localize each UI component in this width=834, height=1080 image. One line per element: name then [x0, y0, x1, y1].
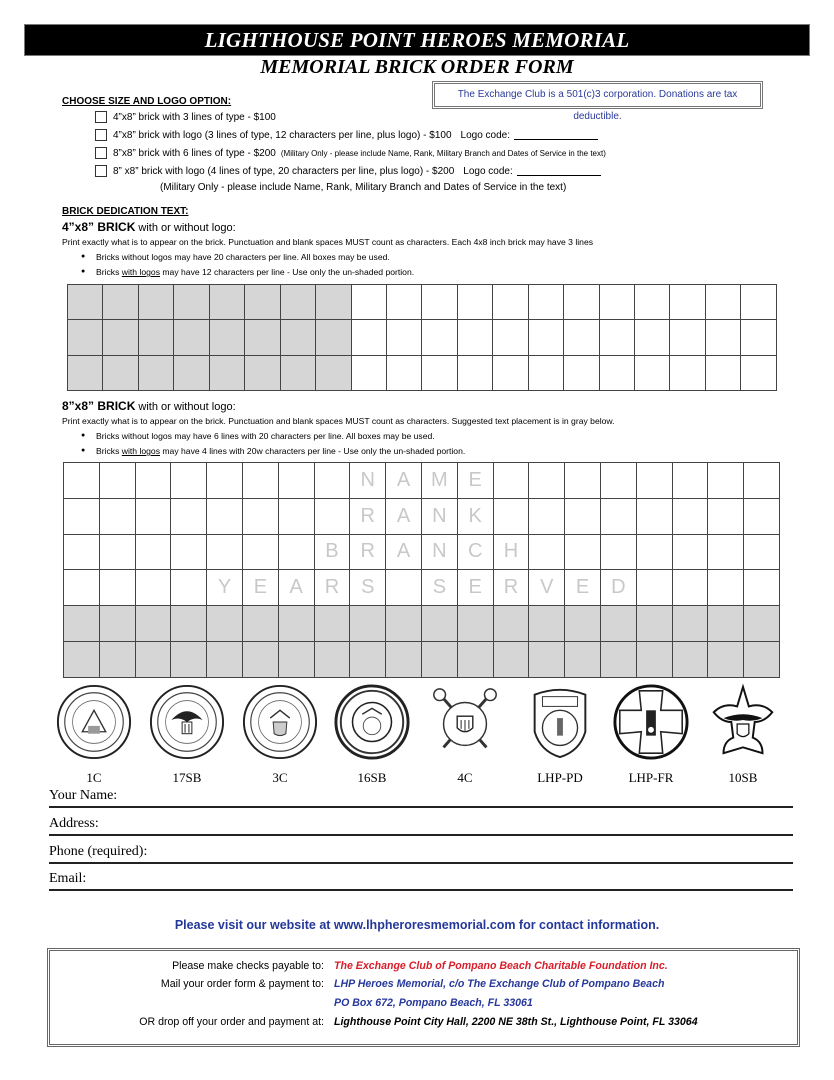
placeholder-character-box[interactable]: V	[529, 570, 565, 606]
character-box[interactable]	[599, 285, 634, 320]
character-box[interactable]	[672, 463, 708, 499]
character-box[interactable]	[422, 320, 457, 355]
character-box[interactable]	[209, 320, 244, 355]
character-box[interactable]	[528, 285, 563, 320]
character-box[interactable]	[207, 606, 243, 642]
logo-code-field-8x8[interactable]	[517, 166, 601, 176]
grid-row	[64, 463, 780, 499]
email-label: Email:	[49, 871, 87, 886]
character-box[interactable]	[600, 641, 636, 677]
character-box[interactable]	[278, 463, 314, 499]
character-box[interactable]	[245, 355, 280, 390]
character-box[interactable]	[708, 534, 744, 570]
character-box[interactable]	[708, 570, 744, 606]
character-box[interactable]	[138, 285, 173, 320]
name-input[interactable]	[121, 786, 793, 806]
character-box[interactable]	[68, 320, 103, 355]
character-box[interactable]	[457, 320, 492, 355]
character-box[interactable]	[138, 355, 173, 390]
name-field-row	[49, 786, 793, 808]
bullet-text: Bricks	[96, 446, 122, 456]
character-box[interactable]	[64, 534, 100, 570]
character-box[interactable]	[636, 606, 672, 642]
military-only-note: (Military Only - please include Name, Rank, Military Branch and Dates of Service in the text)	[160, 182, 567, 193]
placeholder-character-box[interactable]: S	[421, 570, 457, 606]
character-box[interactable]	[207, 534, 243, 570]
character-box[interactable]	[314, 606, 350, 642]
placeholder-character-box[interactable]: B	[314, 534, 350, 570]
character-box[interactable]	[708, 641, 744, 677]
character-box[interactable]	[565, 498, 601, 534]
character-box[interactable]	[670, 355, 705, 390]
military-only-note: (Military Only - please include Name, Rank, Military Branch and Dates of Service in the text)	[280, 148, 606, 158]
character-box[interactable]	[103, 285, 138, 320]
character-box[interactable]	[171, 606, 207, 642]
brick-4x8-text-grid	[67, 284, 777, 391]
character-box[interactable]	[635, 285, 670, 320]
brick-4x8-bullet-2	[96, 267, 414, 277]
air-force-seal-icon	[241, 683, 319, 761]
brick-8x8-title-suffix: with or without logo:	[135, 401, 236, 413]
character-box[interactable]	[103, 320, 138, 355]
fire-rescue-badge-icon	[612, 683, 690, 761]
character-box[interactable]	[635, 355, 670, 390]
character-box[interactable]	[174, 320, 209, 355]
character-box[interactable]	[386, 606, 422, 642]
placeholder-character-box[interactable]: R	[350, 534, 386, 570]
character-box[interactable]	[565, 606, 601, 642]
character-box[interactable]	[600, 498, 636, 534]
character-box[interactable]	[600, 463, 636, 499]
option-label: 4”x8” brick with 3 lines of type - $100	[113, 111, 276, 123]
character-box[interactable]	[242, 606, 278, 642]
grid-row	[68, 355, 777, 390]
mail-label: Mail your order form & payment to:	[160, 978, 324, 990]
option-4x8-logo	[95, 128, 598, 142]
logo-code-label: Logo code:	[460, 129, 511, 141]
character-box[interactable]	[564, 320, 599, 355]
character-box[interactable]	[135, 498, 171, 534]
character-box[interactable]	[209, 285, 244, 320]
option-label: 4”x8” brick with logo (3 lines of type, 12 characters per line, plus logo) - $100	[113, 129, 452, 141]
character-box[interactable]	[600, 534, 636, 570]
address-label: Address:	[49, 816, 99, 831]
character-box[interactable]	[636, 498, 672, 534]
character-box[interactable]	[565, 534, 601, 570]
brick-8x8-bullet-1: ● Bricks without logos may have 6 lines with 20 characters per line. All boxes may be used.	[96, 431, 435, 441]
character-box[interactable]	[351, 355, 386, 390]
placeholder-character-box[interactable]: E	[242, 570, 278, 606]
option-4x8-plain	[95, 110, 276, 124]
character-box[interactable]	[314, 498, 350, 534]
character-box[interactable]	[135, 463, 171, 499]
character-box[interactable]	[672, 498, 708, 534]
character-box[interactable]	[744, 606, 780, 642]
grid-row	[64, 606, 780, 642]
brick-8x8-heading	[62, 399, 236, 413]
character-box[interactable]	[135, 534, 171, 570]
brick-4x8-heading	[62, 220, 236, 234]
character-box[interactable]	[242, 498, 278, 534]
character-box[interactable]	[280, 285, 315, 320]
tax-deductible-note: The Exchange Club is a 501(c)3 corporation. Donations are tax deductible.	[432, 81, 763, 109]
option-label: 8”x8” brick with 6 lines of type - $200	[113, 147, 276, 159]
name-label: Your Name:	[49, 788, 118, 803]
character-box[interactable]	[600, 606, 636, 642]
character-box[interactable]	[636, 534, 672, 570]
character-box[interactable]	[421, 641, 457, 677]
character-box[interactable]	[278, 641, 314, 677]
placeholder-character-box[interactable]: M	[421, 463, 457, 499]
address-input[interactable]	[103, 814, 793, 834]
navy-seal-icon	[148, 683, 226, 761]
character-box[interactable]	[421, 606, 457, 642]
character-box[interactable]	[744, 498, 780, 534]
character-box[interactable]	[565, 641, 601, 677]
phone-input[interactable]	[151, 842, 793, 862]
email-input[interactable]	[90, 869, 793, 889]
character-box[interactable]	[138, 320, 173, 355]
police-badge-icon	[521, 683, 599, 761]
logo-code-label: 4C	[457, 770, 473, 785]
character-box[interactable]	[672, 570, 708, 606]
character-box[interactable]	[242, 534, 278, 570]
email-field-row	[49, 869, 793, 891]
character-box[interactable]	[529, 498, 565, 534]
character-box[interactable]	[278, 498, 314, 534]
brick-8x8-bullet-2	[96, 446, 465, 456]
character-box[interactable]	[386, 285, 421, 320]
placeholder-character-box[interactable]: R	[350, 498, 386, 534]
placeholder-character-box[interactable]: E	[565, 570, 601, 606]
character-box[interactable]	[528, 320, 563, 355]
character-box[interactable]	[564, 355, 599, 390]
placeholder-character-box[interactable]: R	[493, 570, 529, 606]
coast-guard-seal-icon	[426, 683, 504, 761]
character-box[interactable]	[351, 285, 386, 320]
mail-address-line-2: PO Box 672, Pompano Beach, FL 33061	[334, 997, 533, 1009]
character-box[interactable]	[99, 606, 135, 642]
brick-8x8-title: 8”x8” BRICK	[62, 399, 136, 413]
character-box[interactable]	[135, 570, 171, 606]
dropoff-value: Lighthouse Point City Hall, 2200 NE 38th St., Lighthouse Point, FL 33064	[334, 1016, 698, 1028]
character-box[interactable]	[135, 641, 171, 677]
character-box[interactable]	[741, 355, 776, 390]
placeholder-character-box[interactable]: E	[457, 463, 493, 499]
brick-8x8-text-grid	[63, 462, 780, 678]
character-box[interactable]	[386, 355, 421, 390]
placeholder-character-box[interactable]: A	[278, 570, 314, 606]
character-box[interactable]	[171, 498, 207, 534]
character-box[interactable]	[278, 534, 314, 570]
checkbox-8x8-plain[interactable]	[95, 147, 107, 159]
placeholder-character-box[interactable]: R	[314, 570, 350, 606]
logo-code-label: 1C	[86, 770, 102, 785]
placeholder-character-box[interactable]: N	[350, 463, 386, 499]
character-box[interactable]	[64, 606, 100, 642]
character-box[interactable]	[99, 641, 135, 677]
logo-code-label: Logo code:	[463, 165, 513, 177]
character-box[interactable]	[493, 355, 528, 390]
character-box[interactable]	[64, 463, 100, 499]
grid-row	[64, 641, 780, 677]
bullet-text-underlined: with logos	[121, 446, 160, 456]
character-box[interactable]	[670, 285, 705, 320]
grid-row	[68, 285, 777, 320]
placeholder-character-box[interactable]: Y	[207, 570, 243, 606]
bullet-text: may have 12 characters per line - Use only the un-shaded portion.	[160, 267, 415, 277]
character-box[interactable]	[457, 606, 493, 642]
dropoff-label: OR drop off your order and payment at:	[139, 1016, 324, 1028]
character-box[interactable]	[171, 463, 207, 499]
character-box[interactable]	[242, 641, 278, 677]
character-box[interactable]	[744, 641, 780, 677]
placeholder-character-box[interactable]: S	[350, 570, 386, 606]
address-field-row	[49, 814, 793, 836]
logo-code-label: 17SB	[172, 770, 202, 785]
character-box[interactable]	[386, 641, 422, 677]
character-box[interactable]	[386, 570, 422, 606]
character-box[interactable]	[314, 463, 350, 499]
character-box[interactable]	[207, 498, 243, 534]
placeholder-character-box[interactable]: D	[600, 570, 636, 606]
dedication-heading: BRICK DEDICATION TEXT:	[62, 206, 189, 217]
character-box[interactable]	[705, 320, 740, 355]
logo-code-label: LHP-PD	[537, 770, 583, 785]
brick-4x8-title: 4”x8” BRICK	[62, 220, 136, 234]
character-box[interactable]	[171, 534, 207, 570]
grid-row	[68, 320, 777, 355]
character-box[interactable]	[672, 606, 708, 642]
character-box[interactable]	[744, 570, 780, 606]
character-box[interactable]	[422, 285, 457, 320]
page-title: LIGHTHOUSE POINT HEROES MEMORIAL	[24, 24, 810, 56]
character-box[interactable]	[135, 606, 171, 642]
character-box[interactable]	[457, 285, 492, 320]
character-box[interactable]	[705, 355, 740, 390]
character-box[interactable]	[564, 285, 599, 320]
character-box[interactable]	[103, 355, 138, 390]
character-box[interactable]	[493, 463, 529, 499]
character-box[interactable]	[64, 641, 100, 677]
character-box[interactable]	[171, 641, 207, 677]
character-box[interactable]	[245, 320, 280, 355]
character-box[interactable]	[314, 641, 350, 677]
placeholder-character-box[interactable]: N	[421, 498, 457, 534]
brick-4x8-instructions: Print exactly what is to appear on the brick. Punctuation and blank spaces MUST count as characters. Each 4x8 inch brick may have 3 lines	[62, 237, 594, 247]
logo-code-label: 16SB	[357, 770, 387, 785]
character-box[interactable]	[528, 355, 563, 390]
placeholder-character-box[interactable]: A	[386, 463, 422, 499]
payable-value: The Exchange Club of Pompano Beach Charitable Foundation Inc.	[334, 960, 668, 972]
website-note: Please visit our website at www.lhpheroresmemorial.com for contact information.	[174, 918, 660, 932]
checkbox-4x8-plain[interactable]	[95, 111, 107, 123]
payable-label: Please make checks payable to:	[172, 960, 324, 972]
option-8x8-logo	[95, 164, 601, 178]
character-box[interactable]	[99, 463, 135, 499]
bullet-text: may have 4 lines with 20w characters per line - Use only the un-shaded portion.	[160, 446, 466, 456]
character-box[interactable]	[529, 641, 565, 677]
character-box[interactable]	[635, 320, 670, 355]
character-box[interactable]	[599, 355, 634, 390]
character-box[interactable]	[278, 606, 314, 642]
placeholder-character-box[interactable]: K	[457, 498, 493, 534]
placeholder-character-box[interactable]: H	[493, 534, 529, 570]
character-box[interactable]	[350, 641, 386, 677]
placeholder-character-box[interactable]: N	[421, 534, 457, 570]
character-box[interactable]	[351, 320, 386, 355]
character-box[interactable]	[245, 285, 280, 320]
brick-4x8-title-suffix: with or without logo:	[135, 222, 236, 234]
mail-address-line-1: LHP Heroes Memorial, c/o The Exchange Club of Pompano Beach	[334, 978, 665, 990]
character-box[interactable]	[705, 285, 740, 320]
brick-8x8-instructions: Print exactly what is to appear on the brick. Punctuation and blank spaces MUST count as characters. Suggested text placement is in gray below.	[62, 416, 615, 426]
character-box[interactable]	[636, 570, 672, 606]
grid-row	[64, 534, 780, 570]
scouts-fleur-de-lis-icon	[704, 683, 782, 761]
character-box[interactable]	[280, 355, 315, 390]
character-box[interactable]	[457, 641, 493, 677]
character-box[interactable]	[174, 355, 209, 390]
character-box[interactable]	[99, 534, 135, 570]
character-box[interactable]	[493, 606, 529, 642]
character-box[interactable]	[565, 463, 601, 499]
placeholder-character-box[interactable]: C	[457, 534, 493, 570]
character-box[interactable]	[64, 498, 100, 534]
marine-corps-seal-icon	[333, 683, 411, 761]
logo-code-field-4x8[interactable]	[514, 130, 598, 140]
logo-code-label: 10SB	[728, 770, 758, 785]
checkbox-4x8-logo[interactable]	[95, 129, 107, 141]
character-box[interactable]	[280, 320, 315, 355]
character-box[interactable]	[636, 641, 672, 677]
character-box[interactable]	[386, 320, 421, 355]
character-box[interactable]	[171, 570, 207, 606]
character-box[interactable]	[708, 463, 744, 499]
character-box[interactable]	[207, 641, 243, 677]
character-box[interactable]	[457, 355, 492, 390]
character-box[interactable]	[209, 355, 244, 390]
character-box[interactable]	[207, 463, 243, 499]
form-subtitle: MEMORIAL BRICK ORDER FORM	[260, 56, 574, 78]
logo-code-label: LHP-FR	[628, 770, 674, 785]
character-box[interactable]	[672, 641, 708, 677]
placeholder-character-box[interactable]: E	[457, 570, 493, 606]
character-box[interactable]	[99, 498, 135, 534]
character-box[interactable]	[493, 320, 528, 355]
grid-row	[64, 498, 780, 534]
character-box[interactable]	[68, 285, 103, 320]
character-box[interactable]	[64, 570, 100, 606]
character-box[interactable]	[636, 463, 672, 499]
option-8x8-plain	[95, 146, 606, 160]
character-box[interactable]	[316, 320, 351, 355]
option-label: 8” x8” brick with logo (4 lines of type, 20 characters per line, plus logo) - $200	[113, 165, 455, 177]
bullet-text: Bricks	[96, 267, 122, 277]
character-box[interactable]	[99, 570, 135, 606]
checkbox-8x8-logo[interactable]	[95, 165, 107, 177]
character-box[interactable]	[670, 320, 705, 355]
placeholder-character-box[interactable]: A	[386, 498, 422, 534]
size-options-heading: CHOOSE SIZE AND LOGO OPTION:	[62, 96, 232, 107]
character-box[interactable]	[68, 355, 103, 390]
character-box[interactable]	[744, 534, 780, 570]
bullet-text-underlined: with logos	[121, 267, 160, 277]
character-box[interactable]	[529, 534, 565, 570]
character-box[interactable]	[316, 355, 351, 390]
army-seal-icon	[55, 683, 133, 761]
character-box[interactable]	[744, 463, 780, 499]
character-box[interactable]	[741, 285, 776, 320]
character-box[interactable]	[242, 463, 278, 499]
character-box[interactable]	[174, 285, 209, 320]
logo-code-label: 3C	[272, 770, 288, 785]
character-box[interactable]	[493, 641, 529, 677]
character-box[interactable]	[316, 285, 351, 320]
phone-label: Phone (required):	[49, 844, 148, 859]
character-box[interactable]	[493, 498, 529, 534]
character-box[interactable]	[672, 534, 708, 570]
character-box[interactable]	[350, 606, 386, 642]
character-box[interactable]	[599, 320, 634, 355]
grid-row	[64, 570, 780, 606]
character-box[interactable]	[708, 498, 744, 534]
brick-4x8-bullet-1: ● Bricks without logos may have 20 characters per line. All boxes may be used.	[96, 252, 390, 262]
character-box[interactable]	[529, 463, 565, 499]
character-box[interactable]	[493, 285, 528, 320]
character-box[interactable]	[708, 606, 744, 642]
character-box[interactable]	[529, 606, 565, 642]
character-box[interactable]	[741, 320, 776, 355]
phone-field-row	[49, 842, 793, 864]
character-box[interactable]	[422, 355, 457, 390]
placeholder-character-box[interactable]: A	[386, 534, 422, 570]
